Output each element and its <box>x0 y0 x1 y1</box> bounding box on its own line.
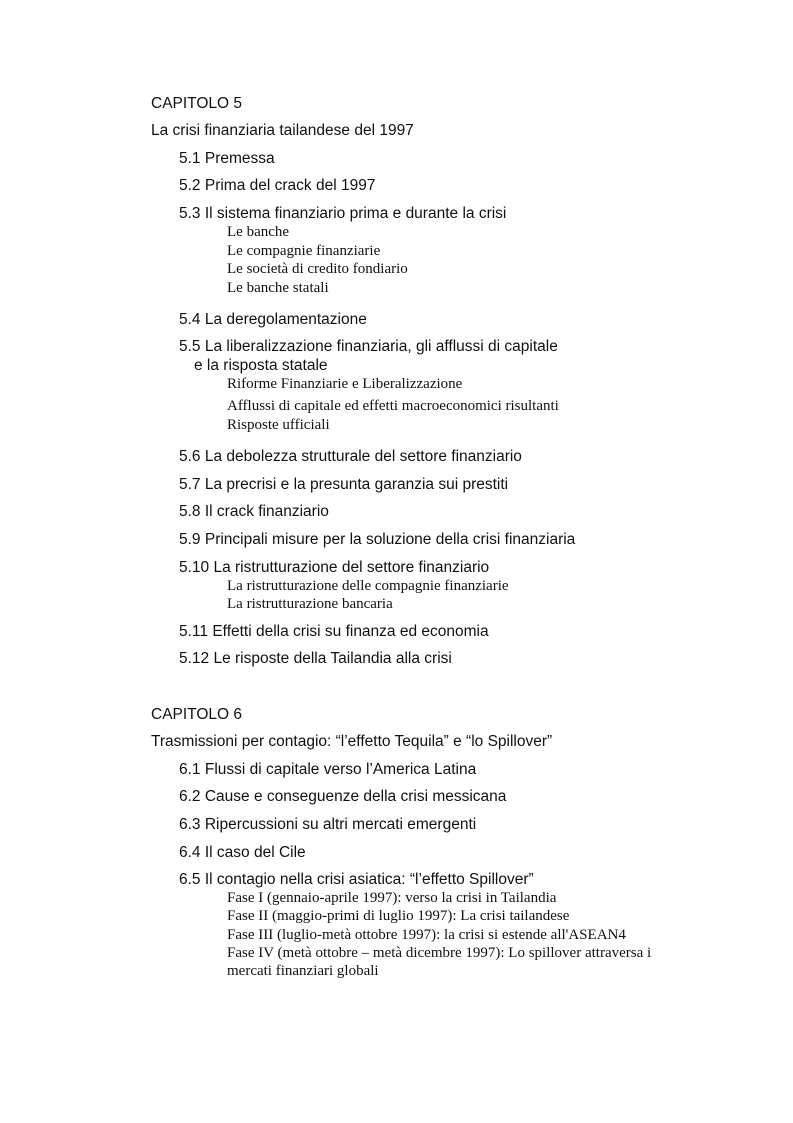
chapter-5-title: La crisi finanziaria tailandese del 1997 <box>151 122 414 139</box>
toc-subentry: Le compagnie finanziarie <box>227 243 381 259</box>
toc-subentry: Le banche statali <box>227 280 329 296</box>
chapter-5-heading: CAPITOLO 5 <box>151 95 243 112</box>
toc-subentry: Le banche <box>227 224 290 240</box>
toc-entry-5-10: 5.10 La ristrutturazione del settore finanziario <box>179 559 490 576</box>
toc-entry-5-12: 5.12 Le risposte della Tailandia alla crisi <box>179 650 452 667</box>
toc-entry-6-4: 6.4 Il caso del Cile <box>179 844 306 861</box>
toc-subentry: Fase IV (metà ottobre – metà dicembre 1997): Lo spillover attraversa i <box>227 945 652 961</box>
toc-subentry: Le società di credito fondiario <box>227 261 408 277</box>
toc-subentry: Riforme Finanziarie e Liberalizzazione <box>227 376 463 392</box>
toc-entry-6-3: 6.3 Ripercussioni su altri mercati emergenti <box>179 816 477 833</box>
toc-entry-5-5-continued: e la risposta statale <box>194 357 328 374</box>
toc-entry-6-5: 6.5 Il contagio nella crisi asiatica: “l’effetto Spillover” <box>179 871 534 888</box>
toc-subentry: Fase I (gennaio-aprile 1997): verso la crisi in Tailandia <box>227 890 557 906</box>
chapter-6-title: Trasmissioni per contagio: “l’effetto Tequila” e “lo Spillover” <box>151 733 553 750</box>
toc-subentry: Fase II (maggio-primi di luglio 1997): La crisi tailandese <box>227 908 570 924</box>
toc-entry-5-5: 5.5 La liberalizzazione finanziaria, gli afflussi di capitale <box>179 338 558 355</box>
toc-subentry: Afflussi di capitale ed effetti macroeconomici risultanti <box>227 398 559 414</box>
toc-entry-5-6: 5.6 La debolezza strutturale del settore finanziario <box>179 448 522 465</box>
toc-entry-5-4: 5.4 La deregolamentazione <box>179 311 367 328</box>
toc-entry-5-8: 5.8 Il crack finanziario <box>179 503 329 520</box>
toc-entry-6-1: 6.1 Flussi di capitale verso l’America Latina <box>179 761 477 778</box>
toc-subentry: mercati finanziari globali <box>227 963 379 979</box>
toc-entry-5-3: 5.3 Il sistema finanziario prima e durante la crisi <box>179 205 507 222</box>
chapter-6-heading: CAPITOLO 6 <box>151 706 243 723</box>
toc-subentry: La ristrutturazione bancaria <box>227 596 393 612</box>
toc-entry-5-1: 5.1 Premessa <box>179 150 275 167</box>
toc-entry-5-11: 5.11 Effetti della crisi su finanza ed economia <box>179 623 489 640</box>
toc-entry-6-2: 6.2 Cause e conseguenze della crisi messicana <box>179 788 507 805</box>
toc-subentry: Risposte ufficiali <box>227 417 330 433</box>
toc-entry-5-2: 5.2 Prima del crack del 1997 <box>179 177 376 194</box>
toc-subentry: La ristrutturazione delle compagnie finanziarie <box>227 578 509 594</box>
toc-entry-5-9: 5.9 Principali misure per la soluzione della crisi finanziaria <box>179 531 576 548</box>
toc-subentry: Fase III (luglio-metà ottobre 1997): la crisi si estende all'ASEAN4 <box>227 927 626 943</box>
toc-entry-5-7: 5.7 La precrisi e la presunta garanzia sui prestiti <box>179 476 509 493</box>
